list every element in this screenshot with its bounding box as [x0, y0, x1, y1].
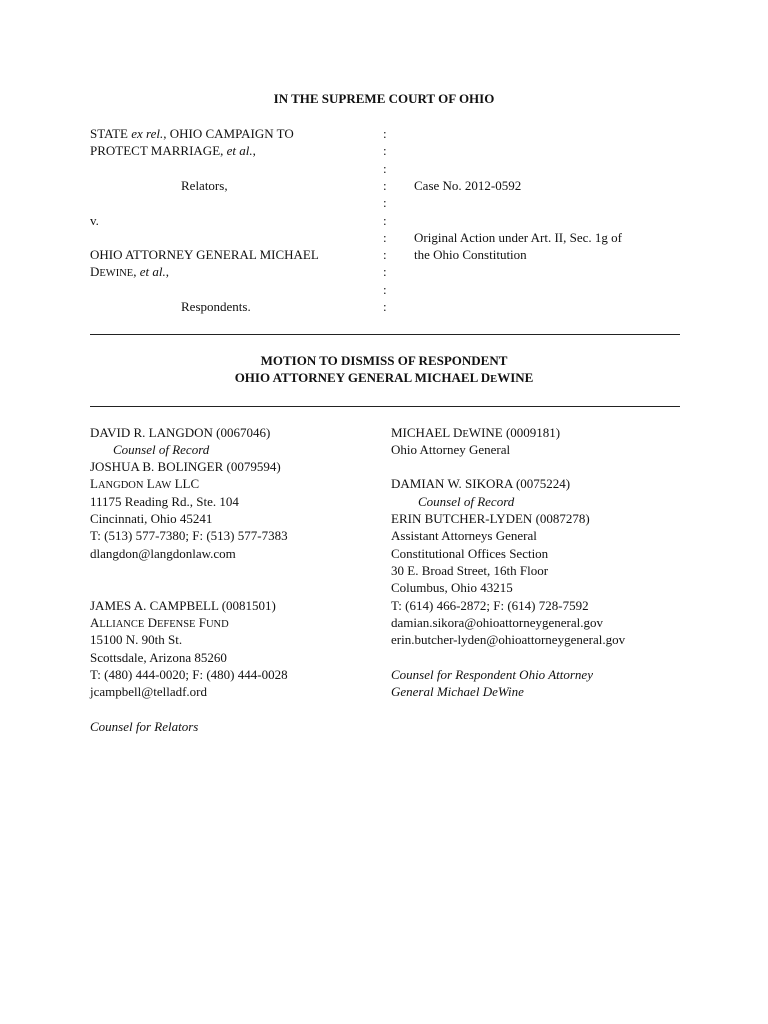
case-number: Case No. 2012-0592	[414, 178, 522, 193]
langdon-name: DAVID R. LANGDON (0067046)	[90, 425, 271, 440]
langdon-address-2: Cincinnati, Ohio 45241	[90, 511, 213, 526]
dewine-name: MICHAEL DEWINE (0009181)	[391, 425, 561, 440]
campbell-name: JAMES A. CAMPBELL (0081501)	[90, 598, 276, 613]
motion-title-line-1: MOTION TO DISMISS OF RESPONDENT	[260, 353, 508, 368]
ag-address-2: Columbus, Ohio 43215	[391, 580, 513, 595]
relators-label: Relators,	[181, 178, 228, 193]
respondent-line-1: OHIO ATTORNEY GENERAL MICHAEL	[90, 247, 319, 262]
motion-title-line-2: OHIO ATTORNEY GENERAL MICHAEL DEWINE	[234, 370, 534, 385]
office-section: Constitutional Offices Section	[391, 546, 549, 561]
court-title: IN THE SUPREME COURT OF OHIO	[273, 91, 495, 106]
counsel-for-respondent-1: Counsel for Respondent Ohio Attorney	[391, 667, 593, 682]
relator-line-2: PROTECT MARRIAGE, et al.,	[90, 143, 256, 158]
caption-colon: :	[383, 282, 387, 297]
sikora-email: damian.sikora@ohioattorneygeneral.gov	[391, 615, 603, 630]
caption-colon: :	[383, 264, 387, 279]
campbell-email: jcampbell@telladf.ord	[90, 684, 208, 699]
relator-line-1: STATE ex rel., OHIO CAMPAIGN TO	[90, 126, 294, 141]
caption-colon: :	[383, 195, 387, 210]
caption-colon: :	[383, 299, 387, 314]
sikora-role: Counsel of Record	[418, 494, 515, 509]
bolinger-name: JOSHUA B. BOLINGER (0079594)	[90, 459, 281, 474]
lyden-email: erin.butcher-lyden@ohioattorneygeneral.gov	[391, 632, 626, 647]
caption-colon: :	[383, 247, 387, 262]
respondents-label: Respondents.	[181, 299, 251, 314]
langdon-phone: T: (513) 577-7380; F: (513) 577-7383	[90, 528, 288, 543]
langdon-email: dlangdon@langdonlaw.com	[90, 546, 236, 561]
ag-phone: T: (614) 466-2872; F: (614) 728-7592	[391, 598, 589, 613]
lyden-name: ERIN BUTCHER-LYDEN (0087278)	[391, 511, 590, 526]
caption-colon: :	[383, 230, 387, 245]
campbell-phone: T: (480) 444-0020; F: (480) 444-0028	[90, 667, 288, 682]
caption-colon: :	[383, 178, 387, 193]
sikora-name: DAMIAN W. SIKORA (0075224)	[391, 476, 571, 491]
caption-colon: :	[383, 213, 387, 228]
langdon-role: Counsel of Record	[113, 442, 210, 457]
caption-colon: :	[383, 143, 387, 158]
langdon-address-1: 11175 Reading Rd., Ste. 104	[90, 494, 239, 509]
ag-address-1: 30 E. Broad Street, 16th Floor	[391, 563, 549, 578]
action-line-2: the Ohio Constitution	[414, 247, 527, 262]
divider-rule	[90, 334, 680, 335]
respondent-line-2: DEWINE, et al.,	[90, 264, 169, 279]
counsel-for-respondent-2: General Michael DeWine	[391, 684, 524, 699]
dewine-title: Ohio Attorney General	[391, 442, 511, 457]
versus-label: v.	[90, 213, 99, 228]
campbell-address-2: Scottsdale, Arizona 85260	[90, 650, 227, 665]
alliance-org: ALLIANCE DEFENSE FUND	[90, 615, 229, 630]
campbell-address-1: 15100 N. 90th St.	[90, 632, 183, 647]
lyden-title: Assistant Attorneys General	[391, 528, 537, 543]
counsel-for-relators: Counsel for Relators	[90, 719, 199, 734]
langdon-firm: LANGDON LAW LLC	[90, 476, 200, 491]
caption-colon: :	[383, 161, 387, 176]
divider-rule	[90, 406, 680, 407]
action-line-1: Original Action under Art. II, Sec. 1g of	[414, 230, 622, 245]
caption-colon: :	[383, 126, 387, 141]
